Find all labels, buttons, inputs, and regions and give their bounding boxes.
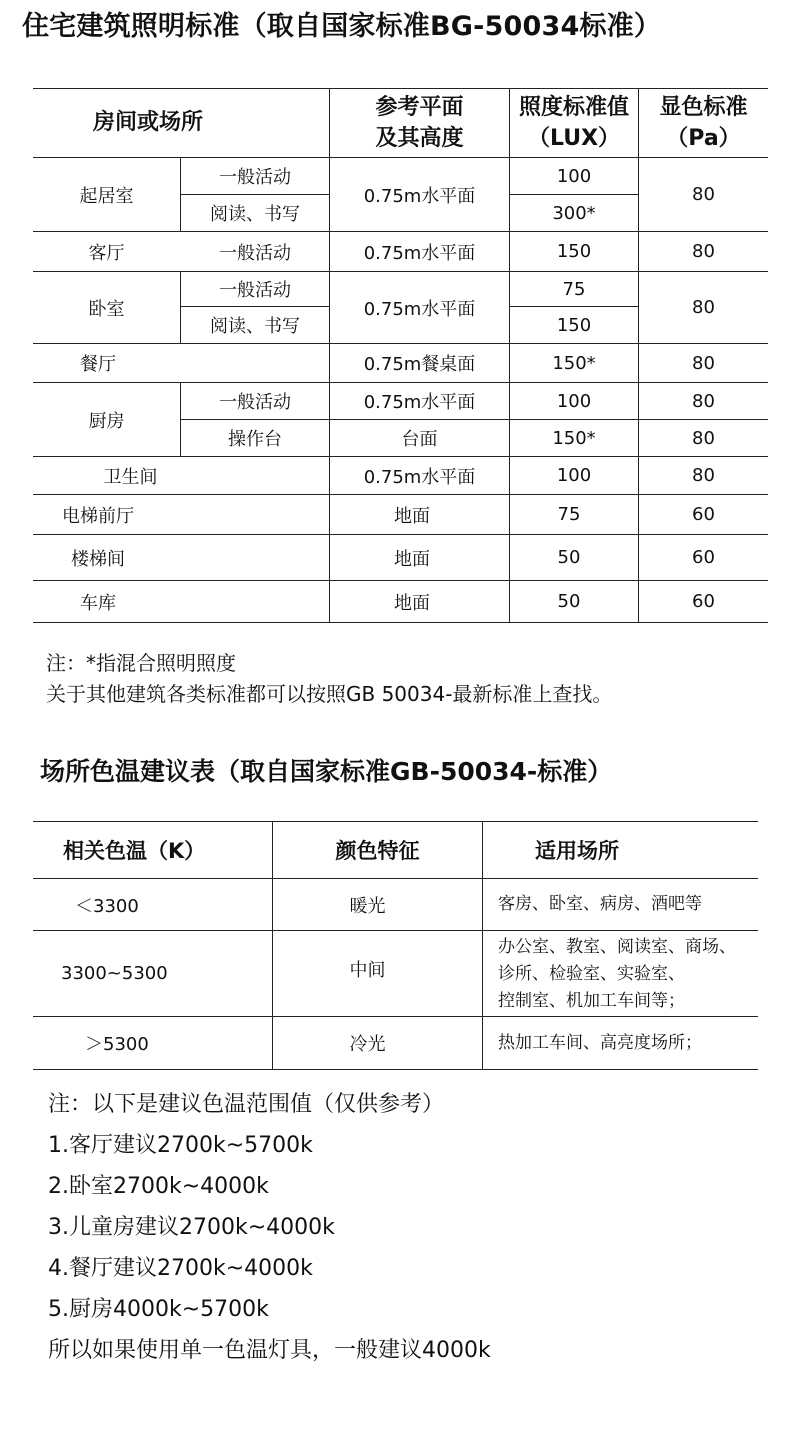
ra-cell: 80 — [692, 352, 715, 374]
activity-cell: 一般活动 — [219, 392, 291, 413]
header-plane-line1: 参考平面 — [375, 94, 464, 120]
header-lux-line2: （LUX） — [527, 125, 621, 151]
header-ra-line2: （Pa） — [666, 125, 741, 151]
table-rule — [33, 1069, 758, 1070]
plane-cell: 0.75m水平面 — [363, 298, 476, 320]
cct-cell: ＜3300 — [75, 895, 139, 917]
note-mixed-illuminance: 注：*指混合照明照度 — [46, 651, 236, 675]
page-title: 住宅建筑照明标准（取自国家标准BG-50034标准） — [22, 11, 662, 42]
lux-cell: 75 — [557, 504, 581, 525]
plane-cell: 0.75m餐桌面 — [363, 354, 476, 375]
note-cct-heading: 注：以下是建议色温范围值（仅供参考） — [48, 1092, 445, 1117]
ra-cell: 80 — [692, 297, 715, 318]
ra-cell: 60 — [692, 591, 715, 612]
ra-cell: 80 — [692, 465, 715, 486]
room-garage: 车库 — [80, 592, 116, 614]
room-stairwell: 楼梯间 — [71, 548, 125, 570]
lux-cell: 150* — [552, 427, 596, 449]
list-item: 5.厨房4000k~5700k — [48, 1297, 269, 1322]
plane-cell: 0.75m水平面 — [363, 466, 476, 488]
plane-cell: 地面 — [394, 505, 430, 527]
room-bathroom: 卫生间 — [103, 466, 158, 488]
lux-cell: 300* — [552, 202, 596, 224]
lux-cell: 75 — [562, 278, 586, 300]
places-cell: 客房、卧室、病房、酒吧等 — [498, 894, 702, 914]
color-feature-cell: 暖光 — [349, 895, 386, 917]
lux-cell: 150 — [556, 314, 592, 336]
activity-cell: 一般活动 — [219, 280, 291, 301]
section-title-cct: 场所色温建议表（取自国家标准GB-50034-标准） — [40, 757, 613, 786]
lux-cell: 150 — [556, 241, 592, 262]
header-color-feature: 颜色特征 — [335, 839, 420, 863]
places-cell: 办公室、教室、阅读室、商场、 — [498, 937, 736, 957]
plane-cell: 0.75m水平面 — [363, 242, 476, 264]
plane-cell: 地面 — [394, 592, 430, 614]
room-dining: 餐厅 — [80, 354, 116, 375]
header-places: 适用场所 — [535, 839, 619, 863]
room-parlor: 客厅 — [88, 242, 125, 264]
room-living: 起居室 — [79, 185, 134, 207]
color-feature-cell: 冷光 — [349, 1034, 386, 1055]
places-cell: 热加工车间、高亮度场所； — [498, 1032, 702, 1053]
lux-cell: 100 — [556, 465, 592, 486]
header-cct: 相关色温（K） — [63, 839, 206, 863]
lux-cell: 100 — [556, 165, 592, 187]
list-item: 1.客厅建议2700k~5700k — [48, 1133, 313, 1158]
ra-cell: 80 — [692, 390, 715, 412]
room-kitchen: 厨房 — [88, 410, 125, 432]
ra-cell: 80 — [692, 427, 715, 449]
plane-cell: 0.75m水平面 — [363, 392, 476, 413]
room-elevator-lobby: 电梯前厅 — [62, 505, 134, 527]
list-item: 2.卧室2700k~4000k — [48, 1174, 269, 1199]
plane-cell: 0.75m水平面 — [363, 185, 476, 207]
room-bedroom: 卧室 — [88, 298, 125, 320]
plane-cell: 地面 — [394, 548, 430, 570]
places-cell: 控制室、机加工车间等； — [498, 991, 685, 1011]
header-lux-line1: 照度标准值 — [518, 94, 629, 120]
table-rule — [33, 622, 768, 623]
activity-cell: 操作台 — [228, 429, 282, 450]
ra-cell: 60 — [692, 504, 715, 525]
color-feature-cell: 中间 — [349, 960, 386, 981]
header-room: 房间或场所 — [93, 109, 204, 135]
plane-cell: 台面 — [401, 429, 438, 450]
activity-cell: 一般活动 — [219, 242, 291, 264]
ra-cell: 80 — [692, 241, 715, 262]
cct-cell: 3300~5300 — [61, 963, 168, 984]
header-ra-line1: 显色标准 — [659, 94, 748, 120]
ra-cell: 80 — [692, 184, 715, 205]
header-plane-line2: 及其高度 — [375, 125, 464, 151]
ra-cell: 60 — [692, 547, 715, 568]
list-item: 3.儿童房建议2700k~4000k — [48, 1215, 335, 1240]
lux-cell: 50 — [557, 547, 581, 568]
note-conclusion: 所以如果使用单一色温灯具，一般建议4000k — [48, 1338, 491, 1363]
lux-cell: 150* — [552, 352, 596, 374]
note-other-standards: 关于其他建筑各类标准都可以按照GB 50034-最新标准上查找。 — [46, 682, 613, 706]
activity-cell: 一般活动 — [219, 167, 291, 188]
list-item: 4.餐厅建议2700k~4000k — [48, 1256, 313, 1281]
cct-cell: ＞5300 — [85, 1034, 149, 1055]
places-cell: 诊所、检验室、实验室、 — [498, 964, 685, 984]
activity-cell: 阅读、书写 — [210, 204, 300, 225]
activity-cell: 阅读、书写 — [210, 316, 300, 337]
lux-cell: 100 — [556, 390, 592, 412]
lux-cell: 50 — [557, 591, 581, 612]
